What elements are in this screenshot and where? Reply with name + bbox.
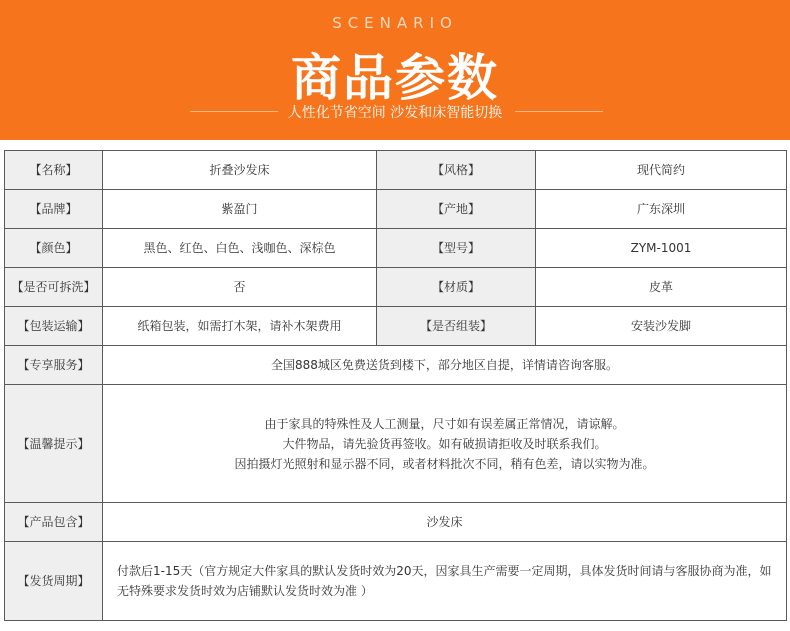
param-label-model: 【型号】 — [377, 229, 536, 268]
table-row — [5, 346, 787, 385]
param-value-assembly: 安装沙发脚 — [536, 307, 787, 346]
param-value-brand: 紫盈门 — [103, 190, 377, 229]
header-banner — [0, 0, 790, 140]
param-label-material: 【材质】 — [377, 268, 536, 307]
param-value-style: 现代简约 — [536, 151, 787, 190]
table-row — [5, 151, 787, 190]
param-label-origin: 【产地】 — [377, 190, 536, 229]
table-row — [5, 229, 787, 268]
param-label-assembly: 【是否组装】 — [377, 307, 536, 346]
banner-tagline: 人性化节省空间 沙发和床智能切换 — [287, 105, 503, 121]
banner-title: 商品参数 — [291, 49, 499, 107]
param-label-washable: 【是否可拆洗】 — [5, 268, 103, 307]
param-label-shipping: 【发货周期】 — [5, 542, 103, 621]
param-label-packaging: 【包装运输】 — [5, 307, 103, 346]
param-value-packaging: 纸箱包装，如需打木架，请补木架费用 — [103, 307, 377, 346]
tip-line: 由于家具的特殊性及人工测量，尺寸如有误差属正常情况，请谅解。 — [264, 416, 625, 431]
param-value-tips — [103, 385, 787, 503]
table-row — [5, 385, 787, 503]
table-row — [5, 542, 787, 621]
param-label-includes: 【产品包含】 — [5, 503, 103, 542]
tip-line: 大件物品，请先验货再签收。如有破损请拒收及时联系我们。 — [282, 436, 607, 451]
param-label-tips: 【温馨提示】 — [5, 385, 103, 503]
param-value-service: 全国888城区免费送货到楼下，部分地区自提，详情请咨询客服。 — [103, 346, 787, 385]
param-label-color: 【颜色】 — [5, 229, 103, 268]
param-label-brand: 【品牌】 — [5, 190, 103, 229]
param-label-service: 【专享服务】 — [5, 346, 103, 385]
param-label-name: 【名称】 — [5, 151, 103, 190]
param-value-washable: 否 — [103, 268, 377, 307]
param-value-model: ZYM-1001 — [536, 229, 787, 268]
param-value-includes: 沙发床 — [103, 503, 787, 542]
table-row — [5, 307, 787, 346]
banner-subtitle-en: SCENARIO — [332, 14, 458, 32]
param-value-material: 皮革 — [536, 268, 787, 307]
param-value-color: 黑色、红色、白色、浅咖色、深棕色 — [103, 229, 377, 268]
product-params-table — [4, 150, 787, 621]
param-label-style: 【风格】 — [377, 151, 536, 190]
param-value-name: 折叠沙发床 — [103, 151, 377, 190]
table-row — [5, 268, 787, 307]
table-row — [5, 190, 787, 229]
table-row — [5, 503, 787, 542]
param-value-origin: 广东深圳 — [536, 190, 787, 229]
tip-line: 因拍摄灯光照射和显示器不同，或者材料批次不同，稍有色差，请以实物为准。 — [234, 456, 655, 471]
param-value-shipping: 付款后1-15天（官方规定大件家具的默认发货时效为20天，因家具生产需要一定周期，具体发货时间请与客服协商为准，如无特殊要求发货时效为店铺默认发货时效为准 ） — [103, 542, 787, 621]
